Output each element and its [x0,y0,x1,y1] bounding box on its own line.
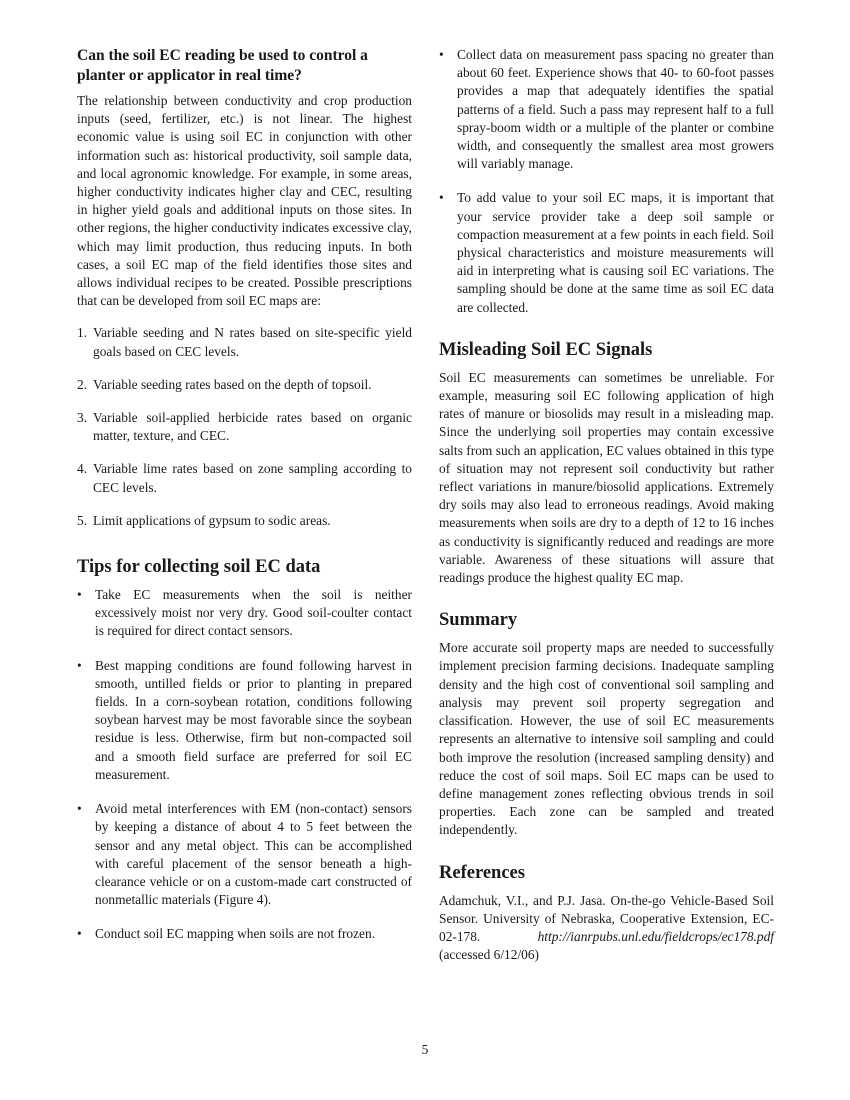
misleading-heading: Misleading Soil EC Signals [439,339,653,360]
reference-entry: Adamchuk, V.I., and P.J. Jasa. On-the-go Vehicle-Based Soil Sensor. University of Nebraska, Cooperative Extension, EC-02-178. http://ianrpubs.unl.edu/fieldcrops/ec178.pdf (accessed 6/12/06) [439,892,774,963]
reference-url[interactable]: http://ianrpubs.unl.edu/fieldcrops/ec178.pdf [537,928,774,944]
prescriptions-list [77,324,412,530]
question-heading: Can the soil EC reading be used to control a planter or applicator in real time? [77,47,368,84]
tips-list [77,586,412,943]
list-item: • Best mapping conditions are found following harvest in smooth, untilled fields or prior to planting in prepared fields. In a corn-soybean rotation, conditions following soybean harvest may be most favorable since the soybean residue is less. Otherwise, firm but non-compacted soil and a smooth field surface are preferred for soil EC measurement. [77,657,412,782]
list-item: 3. Variable soil-applied herbicide rates based on organic matter, texture, and CEC. [77,410,412,444]
references-heading: References [439,862,525,883]
misleading-paragraph: Soil EC measurements can sometimes be unreliable. For example, measuring soil EC following application of high rates of manure or biosolids may result in a misleading map. Since the underlying soil properties may contain excessive salts from such an application, EC values obtained in this type of situation may not represent soil conductivity but rather reflect variations in manure/biosolid applications. Extremely dry soils may also lead to erroneous readings. Avoid making measurements when soils are dry to a depth of 12 to 16 inches as conductivity is significantly reduced and readings are more variable. Awareness of these situations will assure that readings produce the highest quality EC map. [439,369,774,586]
list-item: • Collect data on measurement pass spacing no greater than about 60 feet. Experience shows that 40- to 60-foot passes provides a map that adequately identifies the spatial patterns of a field. Such a pass may represent half to a full spray-boom width or a multiple of the planter or combine width, and consequently the smallest area most growers will variably manage. [439,47,774,172]
list-item: • Conduct soil EC mapping when soils are not frozen. [77,925,412,943]
intro-paragraph: The relationship between conductivity and crop production inputs (seed, fertilizer, etc.) is not linear. The highest economic value is using soil EC in conjunction with other information such as: historical productivity, soil sample data, and local agronomic knowledge. For example, in some areas, higher conductivity indicates higher clay and CEC, resulting in higher yield goals and additional inputs on those sites. In other regions, the higher conductivity indicates excessive clay, which may limit production, thus reducing inputs. In both cases, a soil EC map of the field identifies those sites and allows individual recipes to be created. Possible prescriptions that can be developed from soil EC maps are: [77,93,412,309]
list-item: 2. Variable seeding rates based on the depth of topsoil. [77,376,372,392]
bullet: • [77,926,82,942]
list-item: 5. Limit applications of gypsum to sodic areas. [77,512,331,528]
bullet: • [77,587,82,603]
bullet: • [77,657,82,673]
summary-heading: Summary [439,610,518,631]
bullet: • [439,47,444,62]
tips-list-continued [439,46,774,317]
list-item: 4. Variable lime rates based on zone sampling according to CEC levels. [77,461,412,495]
bullet: • [77,801,82,817]
list-item: • Take EC measurements when the soil is neither excessively moist nor very dry. Good soil-coulter contact is required for direct contact sensors. [77,587,412,639]
list-item: 1. Variable seeding and N rates based on site-specific yield goals based on CEC levels. [77,325,412,359]
summary-paragraph: More accurate soil property maps are needed to successfully implement precision farming decisions. Inadequate sampling density and the high cost of conventional soil sampling and analysis may prevent soil property segregation and classification. However, the use of soil EC measurements represents an alternative to intensive soil sampling and could both improve the resolution (increased sampling density) and reduce the cost of soil maps. Soil EC maps can be used to define management zones reflecting obvious trends in soil properties. Each zone can be sampled and treated independently. [439,640,774,838]
page-number: 5 [421,1042,429,1057]
bullet: • [439,190,444,206]
right-column [439,46,774,978]
left-column [77,46,412,960]
tips-heading: Tips for collecting soil EC data [77,557,321,578]
list-item: • To add value to your soil EC maps, it is important that your service provider take a deep soil sample or compaction measurement at a few points in each field. Soil physical characteristics and moisture measurements will aid in interpreting what is causing soil EC variations. The sampling should be done at the same time as soil EC data are collected. [439,190,774,315]
list-item: • Avoid metal interferences with EM (non-contact) sensors by keeping a distance of about 4 to 5 feet between the sensor and any metal object. This can be accomplished with careful placement of the sensor beneath a high-clearance vehicle or on a custom-made cart constructed of nonmetallic materials (Figure 4). [77,801,412,908]
